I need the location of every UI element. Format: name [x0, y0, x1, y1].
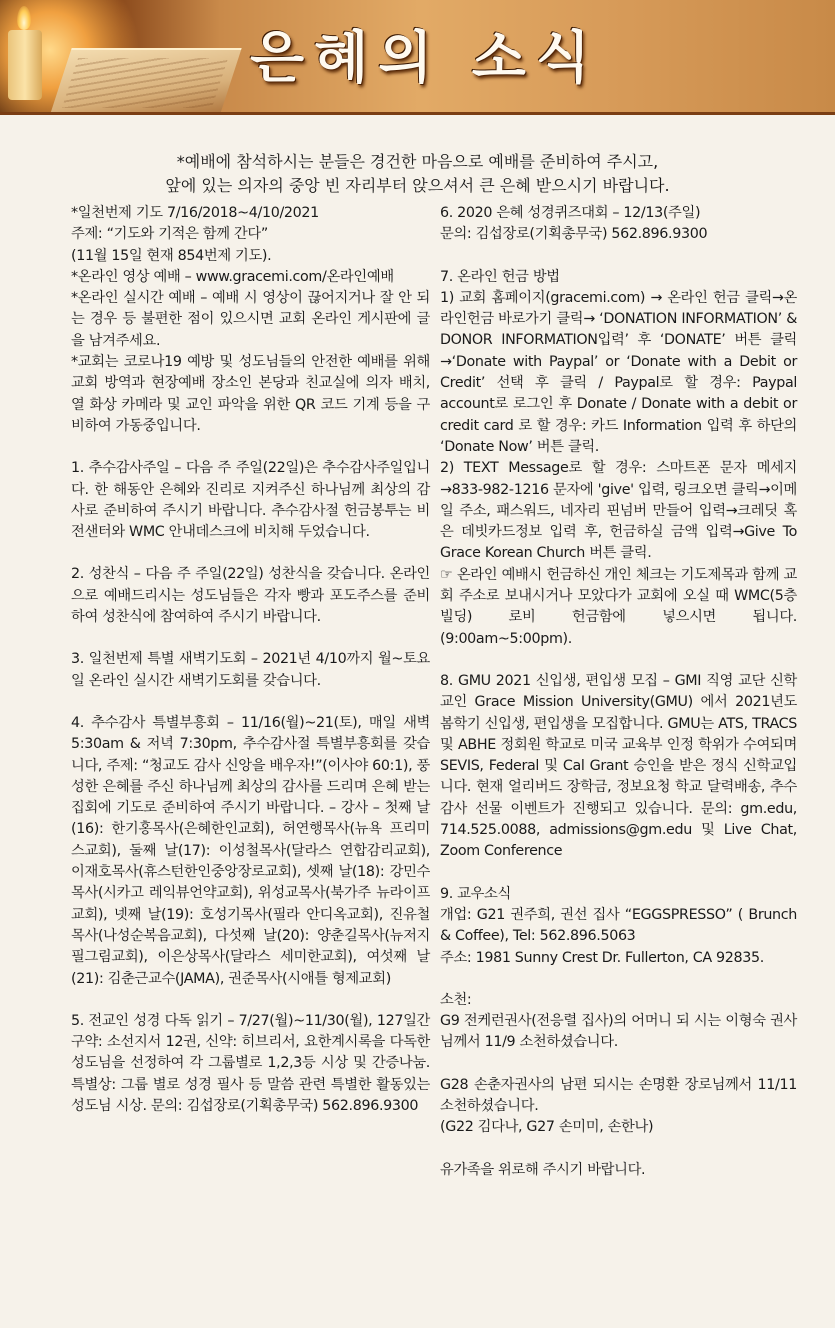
- notice-item-7: [440, 267, 797, 650]
- online-worship-link[interactable]: *온라인 영상 예배 – www.gracemi.com/온라인예배: [71, 268, 394, 285]
- intro-line-2: 앞에 있는 의자의 중앙 빈 자리부터 앉으셔서 큰 은혜 받으시기 바랍니다.: [165, 176, 670, 195]
- notice-text: 1. 추수감사주일 – 다음 주 주일(22일)은 추수감사주일입니다. 한 해동안 은혜와 진리로 지켜주신 하나님께 최상의 감사로 준비하여 주시기 바랍니다. 추수감사절 헌금봉투는 비전샌터와 WMC 안내데스크에 비치해 두었습니다.: [71, 460, 430, 541]
- notice-text: 소천:: [440, 991, 472, 1008]
- notice-item-6: [440, 203, 797, 246]
- candle-flame: [17, 6, 31, 30]
- prayer-line: *온라인 실시간 예배 – 예배 시 영상이 끊어지거나 잘 안 되는 경우 등 불편한 점이 있으시면 교회 온라인 게시판에 글을 남겨주세요.: [71, 290, 430, 349]
- condolence-closing: [440, 1160, 797, 1181]
- notice-text: (G22 김다나, G27 손미미, 손한나): [440, 1119, 654, 1136]
- header-banner: [0, 0, 835, 115]
- notice-text: ☞ 온라인 예배시 헌금하신 개인 체크는 기도제목과 함께 교회 주소로 보내시거나 모았다가 교회에 오실 때 WMC(5층빌딩) 로비 헌금함에 넣으시면 됩니다. (9:00am~5:00pm).: [440, 566, 797, 647]
- prayer-line: *일천번제 기도 7/16/2018~4/10/2021: [71, 205, 319, 221]
- left-column: [71, 203, 430, 1117]
- notice-text: 3. 일천번제 특별 새벽기도회 – 2021년 4/10까지 월~토요일 온라인 실시간 새벽기도회를 갖습니다.: [71, 651, 430, 689]
- notice-item-9: [440, 884, 797, 969]
- notice-text: 6. 2020 은혜 성경퀴즈대회 – 12/13(주일): [440, 205, 701, 221]
- notice-text: 주소: 1981 Sunny Crest Dr. Fullerton, CA 92835.: [440, 949, 764, 966]
- notice-text: 유가족을 위로해 주시기 바랍니다.: [440, 1161, 646, 1178]
- right-column: [440, 203, 797, 1181]
- book-lines: [62, 58, 228, 108]
- condolence-notice-1: [440, 990, 797, 1054]
- notice-text: 8. GMU 2021 신입생, 편입생 모집 – GMI 직영 교단 신학교인 Grace Mission University(GMU) 에서 2021년도 봄학기 신입생, 편입생을 모집합니다. GMU는 ATS, TRACS 및 ABHE 정회원 학교로 미국 교육부 인정 학위가 수여되며 SEVIS, Federal 및 Cal Grant 승인을 받은 정식 신학교입니다. 현재 얼리버드 장학금, 정보요청 학교 달력배송, 추수감사 선물 이벤트가 진행되고 있습니다. 문의: gm.edu, 714.525.0088, admissions@gm.edu 및 Live Chat, Zoom Conference: [440, 672, 797, 860]
- notice-text: 7. 온라인 헌금 방법: [440, 268, 560, 285]
- notice-text: 9. 교우소식: [440, 885, 511, 902]
- notice-text: 5. 전교인 성경 다독 읽기 – 7/27(월)~11/30(월), 127일간 구약: 소선지서 12권, 신약: 히브리서, 요한계시록을 다독한 성도님을 선정하여 각 그룹별로 1,2,3등 시상 및 간증나눔. 특별상: 그룹 별로 성경 필사 등 말씀 관련 특별한 활동있는 성도님 시상. 문의: 김섭장로(기획총무국) 562.896.9300: [71, 1012, 430, 1114]
- notice-text: 문의: 김섭장로(기획총무국) 562.896.9300: [440, 226, 708, 243]
- notice-text: 2. 성찬식 – 다음 주 주일(22일) 성찬식을 갖습니다. 온라인으로 예배드리시는 성도님들은 각자 빵과 포도주스를 준비하여 성찬식에 참여하여 주시기 바랍니다.: [71, 566, 430, 626]
- intro-notice: [0, 150, 835, 198]
- notice-item-8: [440, 671, 797, 863]
- prayer-line: (11월 15일 현재 854번제 기도).: [71, 247, 272, 264]
- intro-line-1: *예배에 참석하시는 분들은 경건한 마음으로 예배를 준비하여 주시고,: [176, 152, 659, 171]
- notice-text: 1) 교회 홈페이지(gracemi.com) → 온라인 헌금 클릭→온라인헌금 바로가기 클릭→ ‘DONATION INFORMATION’ & DONOR INFORMATION입력’ 후 ‘DONATE’ 버튼 클릭→‘Donate with Paypal’ or ‘Donate with a Debit or Credit’ 선택 후 클릭 / Paypal로 할 경우: Paypal account로 로그인 후 Donate / Donate with a debit or credit card 로 할 경우: 카드 Information 입력 후 하단의 ‘Donate Now’ 버튼 클릭.: [440, 289, 797, 455]
- condolence-notice-2: [440, 1075, 797, 1139]
- page-title: 은혜의 소식: [250, 25, 600, 91]
- candle-image: [8, 30, 42, 100]
- notice-item-4: [71, 713, 430, 990]
- notice-item-5: [71, 1011, 430, 1117]
- prayer-notices: [71, 203, 430, 437]
- notice-text: 개업: G21 권주희, 권선 집사 “EGGSPRESSO” ( Brunch & Coffee), Tel: 562.896.5063: [440, 906, 797, 945]
- notice-item-3: [71, 649, 430, 692]
- prayer-line: *교회는 코로나19 예방 및 성도님들의 안전한 예배를 위해 교회 방역과 현장예배 장소인 본당과 친교실에 의자 배치, 열 화상 카메라 및 교인 파악을 위한 QR 코드 기계 등을 구비하여 가동중입니다.: [71, 354, 430, 434]
- prayer-line: 주제: “기도와 기적은 함께 간다”: [71, 226, 268, 243]
- notice-text: 4. 추수감사 특별부흥회 – 11/16(월)~21(토), 매일 새벽 5:30am & 저녁 7:30pm, 추수감사절 특별부흥회를 갖습니다, 주제: “청교도 감사 신앙을 배우자!”(이사야 60:1), 풍성한 은혜를 주신 하나님께 최상의 감사를 드리며 은혜 받는 집회에 기도로 준비하여 주시기 바랍니다. – 강사 – 첫째 날(16): 한기홍목사(은혜한인교회), 허연행목사(뉴욕 프리미스교회), 둘째 날(17): 이성철목사(달라스 연합감리교회), 이재호목사(휴스턴한인중앙장로교회), 셋째 날(18): 강민수목사(시카고 레익뷰언약교회), 위성교목사(북가주 뉴라이프교회), 넷째 날(19): 호성기목사(필라 안디옥교회), 진유철목사(나성순복음교회), 다섯째 날(20): 양춘길목사(뉴저지 필그림교회), 이은상목사(달라스 세미한교회), 여섯째 날(21): 김춘근교수(JAMA), 권준목사(시애틀 형제교회): [71, 714, 430, 987]
- notice-text: 2) TEXT Message로 할 경우: 스마트폰 문자 메세지→833-982-1216 문자에 'give' 입력, 링크오면 클릭→이메일 주소, 패스워드, 네자리 핀넘버 만들어 입력→크레딧 혹은 데빗카드정보 입력 후, 헌금하실 금액 입력→Give To Grace Korean Church 버튼 클릭.: [440, 460, 797, 562]
- notice-text: G28 손춘자권사의 남편 되시는 손명환 장로님께서 11/11 소천하셨습니다.: [440, 1076, 797, 1114]
- notice-item-1: [71, 458, 430, 543]
- notice-text: G9 전케런권사(전응렬 집사)의 어머니 되 시는 이형숙 권사님께서 11/9 소천하셨습니다.: [440, 1013, 797, 1051]
- notice-item-2: [71, 564, 430, 628]
